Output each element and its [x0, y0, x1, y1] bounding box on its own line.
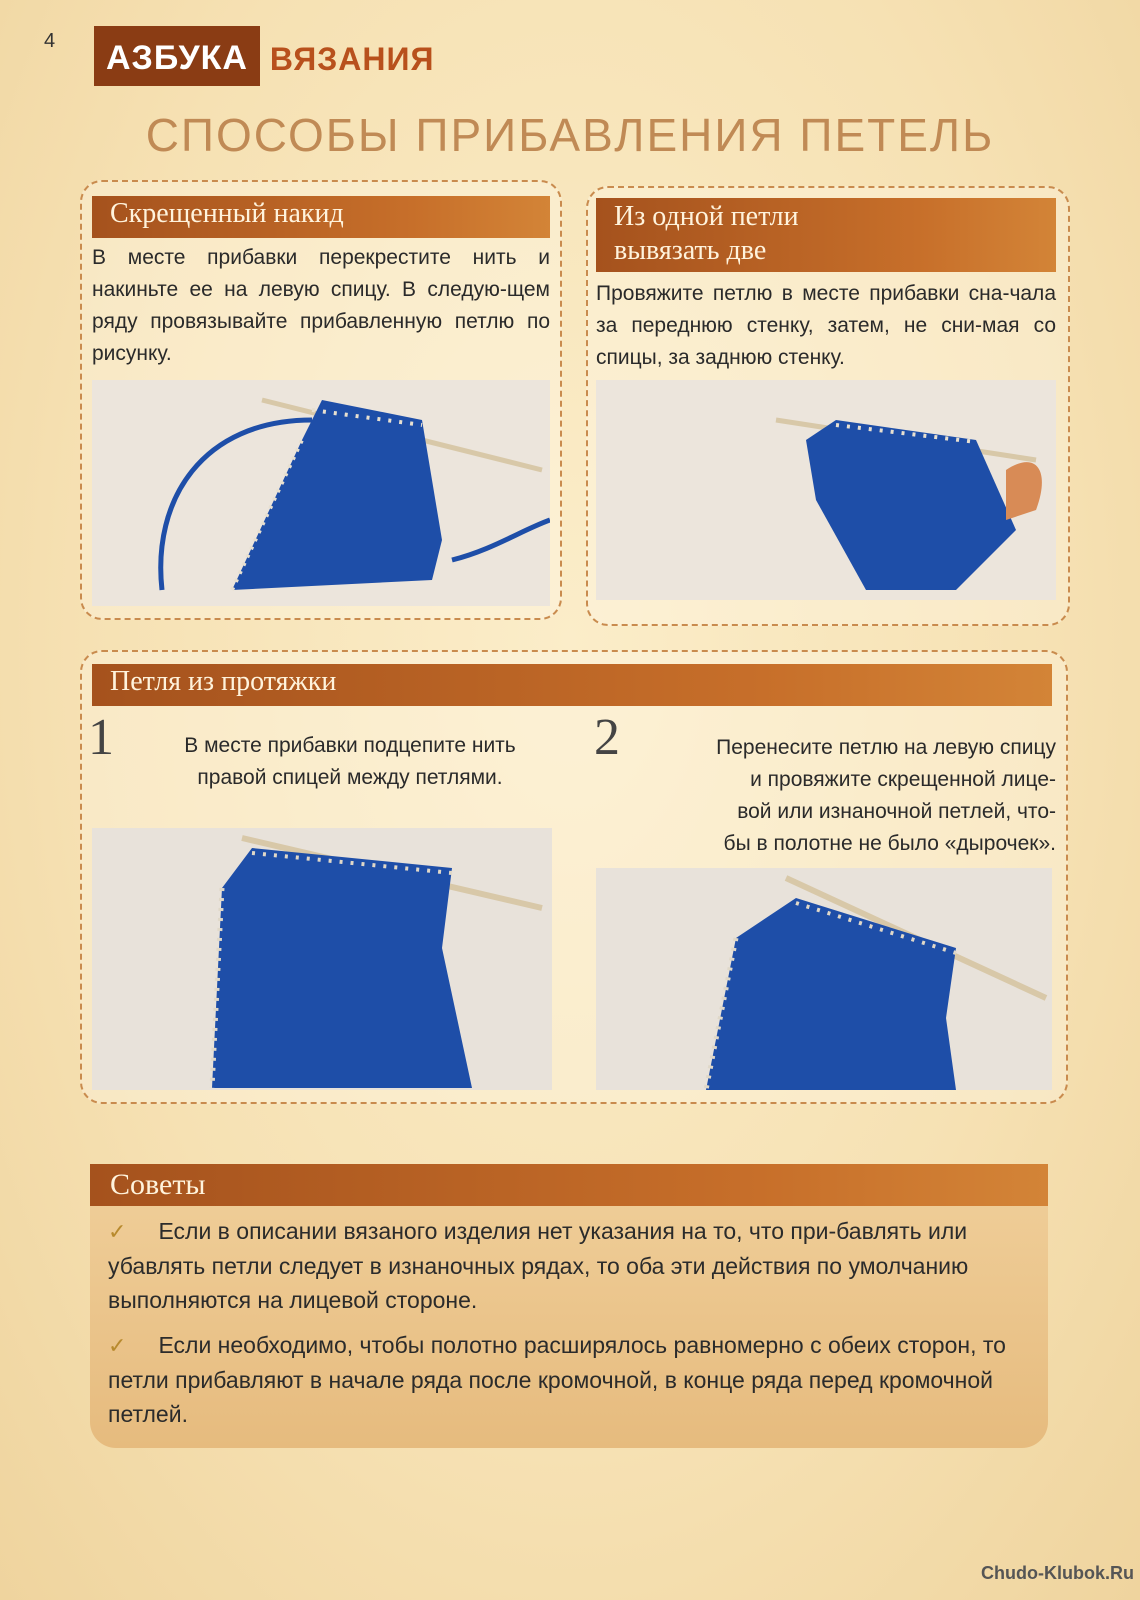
tips-header: Советы: [90, 1164, 1048, 1206]
section-header-crossed-yarn-over: Скрещенный накид: [92, 196, 550, 238]
brand-light-label: ВЯЗАНИЯ: [269, 41, 435, 77]
tip-2-text: Если необходимо, чтобы полотно расширялось равномерно с обеих сторон, то петли прибавляют в начале ряда после кромочной, в конце ряда перед кромочной петлей.: [108, 1332, 1006, 1427]
section-header-loop-from-strand: Петля из протяжки: [92, 664, 1052, 706]
brand-dark-label: АЗБУКА: [94, 26, 260, 86]
tip-1: [108, 1214, 1028, 1317]
step-1-text-line1: В месте прибавки подцепите нить: [184, 734, 516, 757]
tip-2: [108, 1328, 1028, 1431]
watermark: Chudo-Klubok.Ru: [981, 1563, 1134, 1583]
step-1-text-line2: правой спицей между петлями.: [197, 766, 503, 789]
brand-logo: [94, 6, 444, 86]
step-2-text-line2: и провяжите скрещенной лице-: [750, 768, 1056, 791]
section-text-two-from-one: Провяжите петлю в месте прибавки сна-чала за переднюю стенку, затем, не сни-мая со спицы, за заднюю стенку.: [596, 282, 1056, 369]
step-number-1: 1: [88, 709, 114, 766]
knitting-photo-2: [596, 380, 1056, 600]
tip-1-text: Если в описании вязаного изделия нет указания на то, что при-бавлять или убавлять петли следует в изнаночных рядах, то оба эти действия по умолчанию выполняются на лицевой стороне.: [108, 1218, 969, 1313]
knitting-photo-3: [92, 828, 552, 1090]
knitting-photo-4: [596, 868, 1052, 1090]
section-header-two-from-one: [596, 198, 1056, 272]
check-icon: ✓: [108, 1219, 127, 1244]
knitting-photo-1: [92, 380, 550, 606]
step-number-2: 2: [594, 709, 620, 766]
step-2-text-line3: вой или изнаночной петлей, что-: [737, 800, 1056, 823]
page-title: СПОСОБЫ ПРИБАВЛЕНИЯ ПЕТЕЛЬ: [145, 109, 995, 161]
check-icon: ✓: [108, 1333, 127, 1358]
page-number: 4: [44, 30, 56, 52]
step-2-text: [636, 732, 1056, 860]
step-1-text: [140, 730, 560, 794]
section-text-crossed-yarn-over: В месте прибавки перекрестите нить и накиньте ее на левую спицу. В следую-щем ряду провязывайте прибавленную петлю по рисунку.: [92, 246, 550, 365]
section-header-two-from-one-line2: вывязать две: [614, 235, 767, 266]
step-2-text-line4: бы в полотне не было «дырочек».: [723, 832, 1056, 855]
step-2-text-line1: Перенесите петлю на левую спицу: [716, 736, 1056, 759]
section-header-two-from-one-line1: Из одной петли: [614, 201, 799, 232]
